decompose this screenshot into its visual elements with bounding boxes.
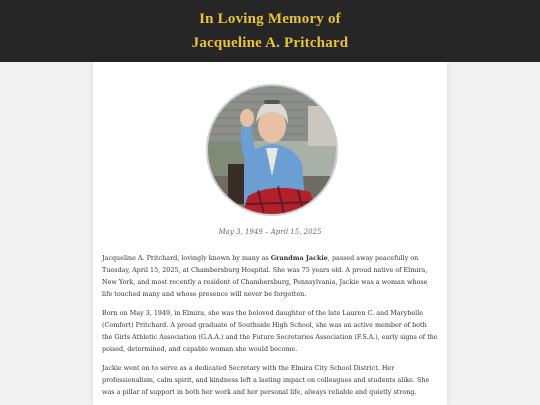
obituary-card [93, 62, 447, 405]
obituary-paragraph-3: Jackie went on to serve as a dedicated Secretary with the Elmira City School District. Her professionalism, calm spirit, and kindness left a lasting impact on colleagues and students alike. She was a pillar of support in both her work and her personal life, always reliable and quietly strong. [102, 364, 430, 396]
portrait-photo [206, 84, 338, 216]
sunglasses-on-head [264, 100, 280, 104]
page-header [0, 0, 540, 62]
porch-post [308, 106, 336, 146]
obituary-paragraph-1 [102, 252, 438, 300]
header-title-line-2: Jacqueline A. Pritchard [191, 35, 349, 51]
obituary-paragraph-2: Born on May 3, 1949, in Elmira, she was the beloved daughter of the late Lauren C. and Marybelle (Comfort) Pritchard. A proud graduate of Southside High School, she was an active member of both the Girls Athletic Association (G.A.A.) and the Future Secretaries Association (F.S.A.), early signs of the poised, determined, and capable woman she would become. [102, 309, 438, 353]
life-dates: May 3, 1949 – April 15, 2025 [218, 228, 322, 236]
portrait-illustration [208, 86, 336, 214]
paragraph-text: Jacqueline A. Pritchard, lovingly known by many as [102, 254, 271, 262]
header-title-line-1: In Loving Memory of [199, 11, 341, 27]
waving-hand [240, 109, 254, 127]
paragraph-text: , passed away peacefully on Tuesday, April 15, 2025, at Chambersburg Hospital. She was 75 years old. A proud native of Elmira, New York, and most recently a resident of Chambersburg, Pennsylvania, Jackie was a woman whose life touched many and whose presence will never be forgotten. [102, 254, 428, 298]
nickname-bold: Grandma Jackie [270, 254, 328, 262]
